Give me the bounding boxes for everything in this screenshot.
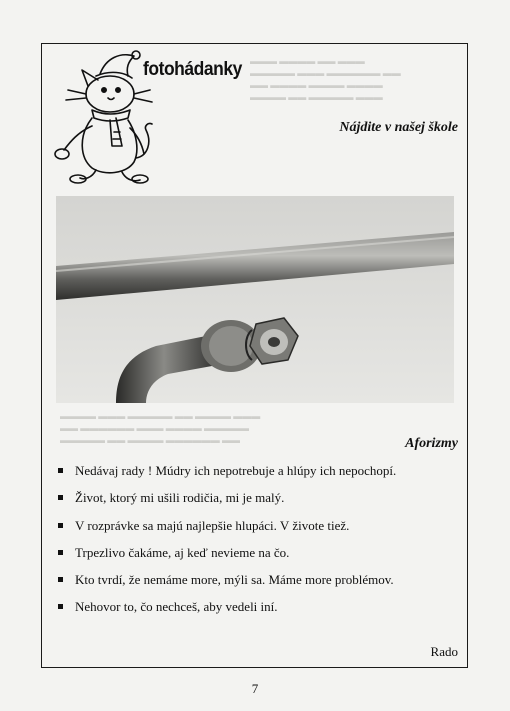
list-item xyxy=(58,490,458,517)
bullet-icon xyxy=(58,468,63,473)
cat-mascot-icon xyxy=(48,46,158,186)
reverse-side-bleed: ▬▬▬▬ ▬▬▬ ▬▬▬▬▬ ▬▬ ▬▬▬▬ ▬▬▬ ▬▬ ▬▬▬▬▬▬ ▬▬▬ ▬▬▬▬ ▬▬▬▬▬ ▬▬▬▬▬ ▬▬ ▬▬▬▬ ▬▬▬▬▬▬ ▬▬ xyxy=(60,411,261,445)
list-item xyxy=(58,545,458,572)
bullet-icon xyxy=(58,495,63,500)
bullet-icon xyxy=(58,550,63,555)
aphorisms-heading: Aforizmy xyxy=(405,436,458,451)
aphorism-text: Život, ktorý mi ušili rodičia, mi je malý. xyxy=(75,490,285,506)
author-signature: Rado xyxy=(430,644,458,659)
pipe-with-valve-photo xyxy=(56,196,454,403)
aphorism-text: Trpezlivo čakáme, aj keď nevieme na čo. xyxy=(75,544,290,560)
page-number: 7 xyxy=(251,681,259,696)
photo-caption: Nájdite v našej škole xyxy=(339,120,458,135)
column-brand-title: fotohádanky xyxy=(143,59,242,80)
list-item xyxy=(58,518,458,545)
list-item xyxy=(58,463,458,490)
list-item xyxy=(58,572,458,599)
bullet-icon xyxy=(58,523,63,528)
aphorism-text: Kto tvrdí, že nemáme more, mýli sa. Máme more problémov. xyxy=(75,572,394,588)
bullet-icon xyxy=(58,577,63,582)
reverse-side-bleed: ▬▬▬ ▬▬▬▬ ▬▬ ▬▬▬ ▬▬▬▬▬ ▬▬▬ ▬▬▬▬▬▬ ▬▬ ▬▬ ▬▬▬▬ ▬▬▬▬ ▬▬▬▬ ▬▬▬▬ ▬▬ ▬▬▬▬▬ ▬▬▬ xyxy=(250,56,401,102)
aphorism-list xyxy=(58,463,458,627)
list-item xyxy=(58,599,458,626)
aphorism-text: Nedávaj rady ! Múdry ich nepotrebuje a hlúpy ich nepochopí. xyxy=(75,463,397,478)
bullet-icon xyxy=(58,604,63,609)
aphorism-text: Nehovor to, čo nechceš, aby vedeli iní. xyxy=(75,599,278,615)
aphorism-text: V rozprávke sa majú najlepšie hlupáci. V živote tiež. xyxy=(75,517,350,533)
